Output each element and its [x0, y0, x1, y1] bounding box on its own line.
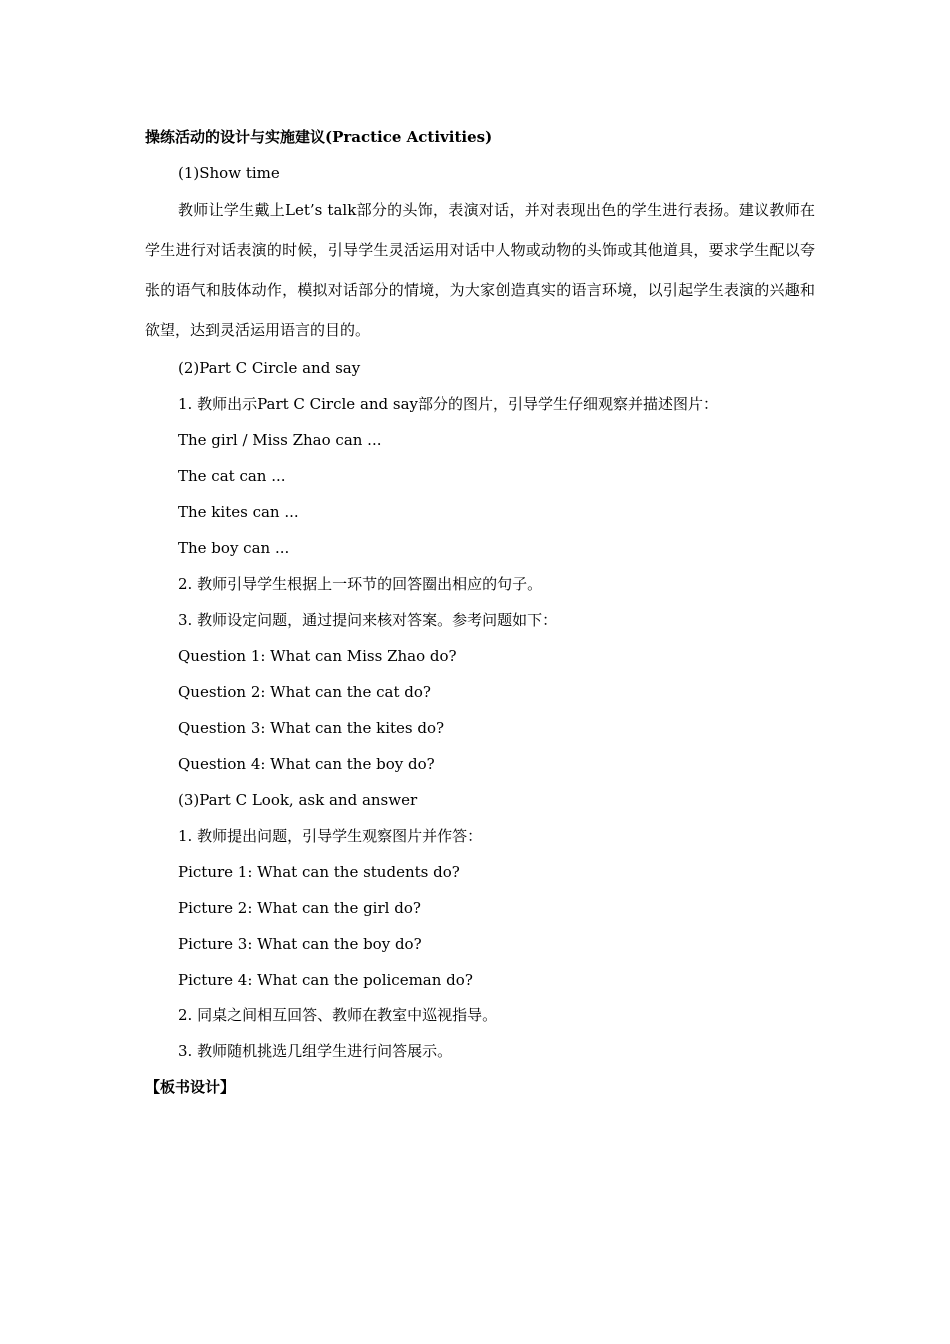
- circle-and-say-step-3: 3. 教师设定问题，通过提问来核对答案。参考问题如下：: [178, 611, 558, 629]
- picture-question-line: Picture 3: What can the boy do?: [178, 935, 422, 953]
- circle-and-say-step-2: 2. 教师引导学生根据上一环节的回答圈出相应的句子。: [178, 575, 543, 593]
- section-heading: 操练活动的设计与实施建议(Practice Activities): [145, 128, 493, 146]
- circle-and-say-title: (2)Part C Circle and say: [178, 359, 361, 377]
- prompt-line: The kites can ...: [178, 503, 299, 521]
- question-line: Question 1: What can Miss Zhao do?: [178, 647, 457, 665]
- circle-and-say-step-1: 1. 教师出示Part C Circle and say部分的图片，引导学生仔细观察并描述图片：: [178, 395, 719, 413]
- prompt-line: The cat can ...: [178, 467, 286, 485]
- question-line: Question 4: What can the boy do?: [178, 755, 435, 773]
- question-line: Question 3: What can the kites do?: [178, 719, 445, 737]
- question-line: Question 2: What can the cat do?: [178, 683, 431, 701]
- prompt-line: The girl / Miss Zhao can ...: [178, 431, 382, 449]
- picture-question-line: Picture 2: What can the girl do?: [178, 899, 421, 917]
- show-time-paragraph: 教师让学生戴上Let’s talk部分的头饰，表演对话，并对表现出色的学生进行表扬。建议教师在学生进行对话表演的时候，引导学生灵活运用对话中人物或动物的头饰或其他道具，要求学生配以夸张的语气和肢体动作，模拟对话部分的情境，为大家创造真实的语言环境，以引起学生表演的兴趣和欲望，达到灵活运用语言的目的。: [145, 201, 815, 339]
- look-ask-answer-step-3: 3. 教师随机挑选几组学生进行问答展示。: [178, 1042, 453, 1060]
- picture-question-line: Picture 4: What can the policeman do?: [178, 971, 473, 989]
- prompt-line: The boy can ...: [178, 539, 290, 557]
- look-ask-answer-step-1: 1. 教师提出问题，引导学生观察图片并作答：: [178, 827, 483, 845]
- show-time-title: (1)Show time: [178, 164, 280, 182]
- board-design-heading: 【板书设计】: [145, 1078, 236, 1096]
- look-ask-answer-step-2: 2. 同桌之间相互回答、教师在教室中巡视指导。: [178, 1006, 498, 1024]
- picture-question-line: Picture 1: What can the students do?: [178, 863, 460, 881]
- look-ask-answer-title: (3)Part C Look, ask and answer: [178, 791, 418, 809]
